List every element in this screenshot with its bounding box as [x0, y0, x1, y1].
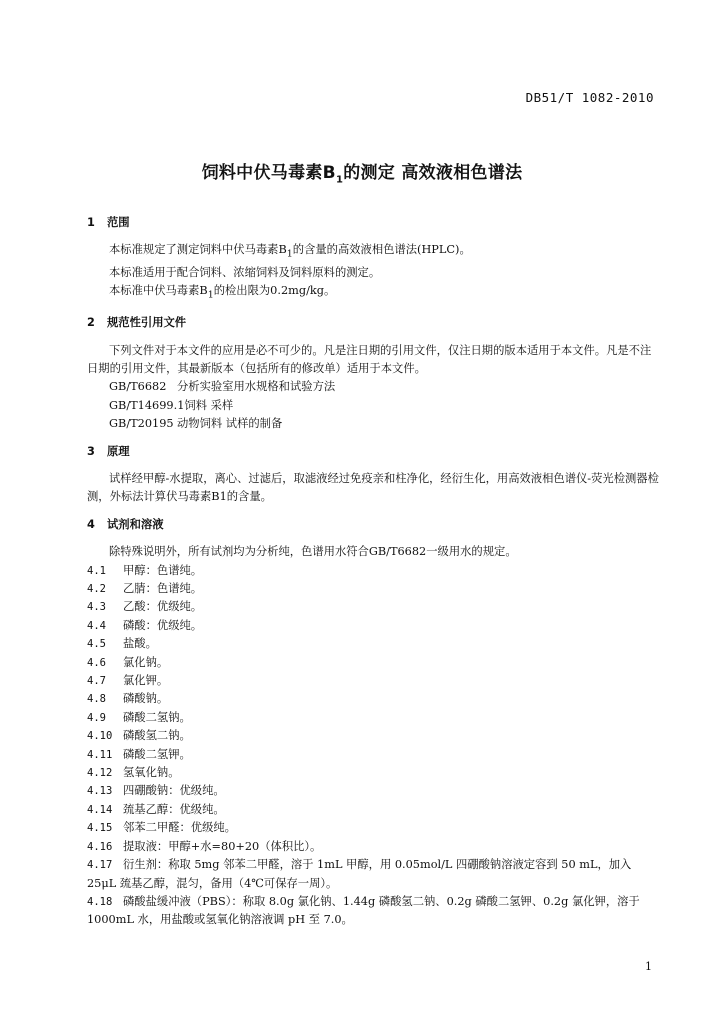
- list-item: 4.3 乙酸：优级纯。: [87, 600, 203, 614]
- section-heading: 4 试剂和溶液: [87, 517, 164, 531]
- paragraph: 本标准规定了测定饲料中伏马毒素$B_1$的含量的高效液相色谱法(HPLC)。: [109, 243, 471, 260]
- list-item: 4.5 盐酸。: [87, 637, 157, 651]
- reference-item: GB/T6682 分析实验室用水规格和试验方法: [109, 380, 336, 394]
- title-main: 饲料中伏马毒素B: [201, 163, 336, 183]
- paragraph: 本标准适用于配合饲料、浓缩饲料及饲料原料的测定。: [109, 266, 381, 280]
- list-item: 4.7 氯化钾。: [87, 674, 169, 688]
- paragraph: 试样经甲醇-水提取，离心、过滤后，取滤液经过免疫亲和柱净化，经衍生化，用高效液相色谱仪-荧光检测器检测，外标法计算伏马毒素B1的含量。: [87, 471, 659, 504]
- list-item: 4.2 乙腈：色谱纯。: [87, 582, 203, 595]
- list-item: 4.12 氢氧化钠。: [87, 766, 180, 780]
- list-item: 4.10 磷酸氢二钠。: [87, 729, 191, 743]
- list-item: 4.16 提取液：甲醇+水=80+20（体积比）。: [87, 839, 322, 853]
- document-number: DB51/T 1082-2010: [525, 90, 654, 105]
- list-item: 4.11 磷酸二氢钾。: [87, 747, 191, 761]
- page-title: [0, 158, 724, 185]
- title-rest: 的测定 高效液相色谱法: [343, 163, 523, 183]
- title-subscript: 1: [335, 174, 344, 186]
- list-item: 4.8 磷酸钠。: [87, 692, 169, 706]
- paragraph: 本标准中伏马毒素$B_1$的检出限为0.2mg/kg。: [109, 284, 336, 301]
- list-item: 4.14 巯基乙醇：优级纯。: [87, 802, 225, 816]
- document-body: [87, 214, 659, 930]
- list-item: 4.18 磷酸盐缓冲液（PBS）：称取 8.0g 氯化钠、1.44g 磷酸氢二钠、0.2g 磷酸二氢钾、0.2g 氯化钾，溶于 1000mL 水，用盐酸或氢氧化钠溶液调 pH 至 7.0。: [87, 894, 640, 927]
- paragraph: 下列文件对于本文件的应用是必不可少的。凡是注日期的引用文件，仅注日期的版本适用于本文件。凡是不注日期的引用文件，其最新版本（包括所有的修改单）适用于本文件。: [87, 343, 652, 375]
- list-item: 4.6 氯化钠。: [87, 655, 169, 669]
- list-item: 4.17 衍生剂：称取 5mg 邻苯二甲醛，溶于 1mL 甲醇，用 0.05mol/L 四硼酸钠溶液定容到 50 mL，加入 25μL 巯基乙醇，混匀，备用（4℃可保存一周）。: [87, 858, 632, 890]
- section-heading: 2 规范性引用文件: [87, 316, 187, 330]
- reference-item: GB/T14699.1饲料 采样: [109, 398, 234, 412]
- section-heading: 1 范围: [87, 216, 130, 229]
- reference-item: GB/T20195 动物饲料 试样的制备: [109, 417, 283, 431]
- section-heading: 3 原理: [87, 444, 130, 458]
- list-item: 4.15 邻苯二甲醛：优级纯。: [87, 821, 236, 835]
- paragraph: 除特殊说明外，所有试剂均为分析纯，色谱用水符合GB/T6682一级用水的规定。: [109, 545, 517, 559]
- list-item: 4.4 磷酸：优级纯。: [87, 618, 203, 632]
- list-item: 4.9 磷酸二氢钠。: [87, 710, 191, 724]
- page-number: 1: [645, 960, 652, 973]
- list-item: 4.1 甲醇：色谱纯。: [87, 563, 203, 577]
- list-item: 4.13 四硼酸钠：优级纯。: [87, 784, 225, 798]
